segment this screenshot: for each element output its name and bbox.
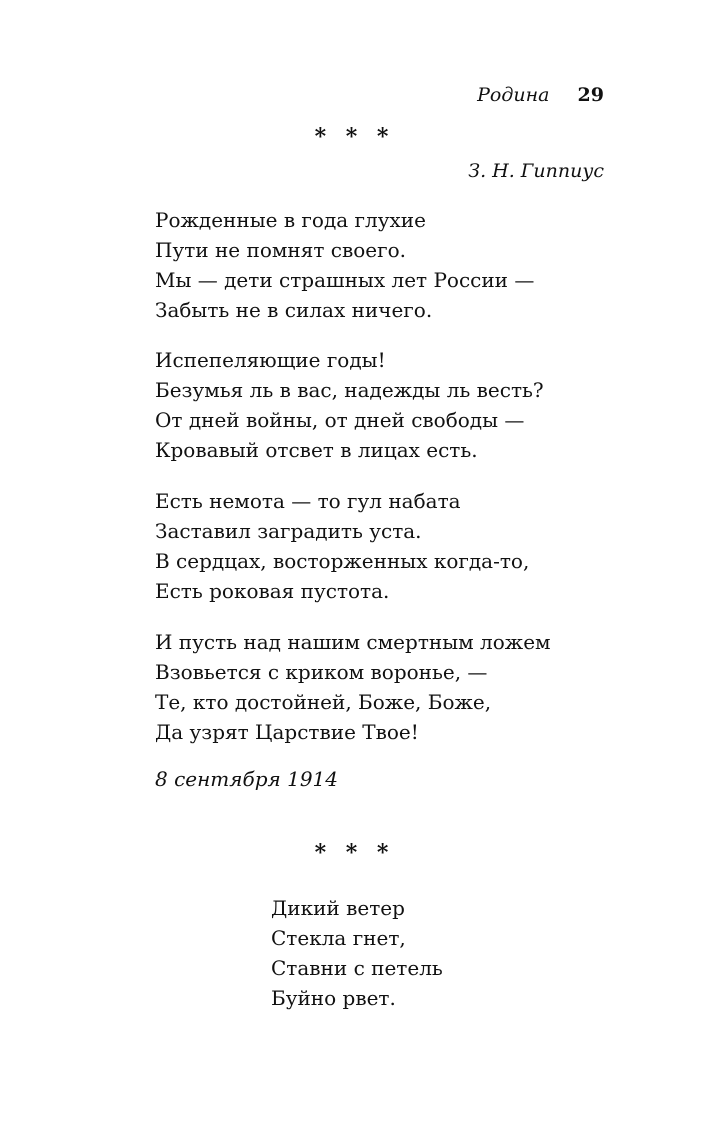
- page-number: 29: [577, 84, 604, 106]
- poem1-separator: * * *: [314, 124, 395, 150]
- poem-line: Есть роковая пустота.: [155, 579, 390, 603]
- poem1-stanza-3: [155, 486, 529, 606]
- poem-line: В сердцах, восторженных когда-то,: [155, 549, 530, 573]
- poem1-date: 8 сентября 1914: [155, 767, 339, 791]
- poem2-separator: * * *: [314, 840, 395, 866]
- poem1-stanza-4: [155, 627, 551, 747]
- poem-line: И пусть над нашим смертным ложем: [155, 630, 551, 654]
- running-head: [477, 84, 604, 106]
- poem-line: Заставил заградить уста.: [155, 519, 422, 543]
- poem2-stanza-1: [271, 893, 443, 1013]
- poem-line: Мы — дети страшных лет России —: [155, 268, 535, 292]
- poem-line: Забыть не в силах ничего.: [155, 298, 433, 322]
- poem-line: Те, кто достойней, Боже, Боже,: [155, 690, 492, 714]
- poem1-stanza-2: [155, 345, 544, 465]
- poem-line: Кровавый отсвет в лицах есть.: [155, 438, 478, 462]
- poem-line: Да узрят Царствие Твое!: [155, 720, 419, 744]
- poem-line: Дикий ветер: [271, 896, 405, 920]
- poem-line: Испепеляющие годы!: [155, 348, 386, 372]
- section-title: Родина: [477, 84, 550, 106]
- poem-line: Стекла гнет,: [271, 926, 406, 950]
- poem-line: Взовьется с криком воронье, —: [155, 660, 488, 684]
- poem-line: Буйно рвет.: [271, 986, 396, 1010]
- poem-line: Ставни с петель: [271, 956, 443, 980]
- poem-line: Есть немота — то гул набата: [155, 489, 461, 513]
- poem1-stanza-1: [155, 205, 534, 325]
- poem1-author: З. Н. Гиппиус: [468, 160, 604, 182]
- poem-line: Пути не помнят своего.: [155, 238, 406, 262]
- poem-line: От дней войны, от дней свободы —: [155, 408, 525, 432]
- poem-line: Рожденные в года глухие: [155, 208, 426, 232]
- poem-line: Безумья ль в вас, надежды ль весть?: [155, 378, 544, 402]
